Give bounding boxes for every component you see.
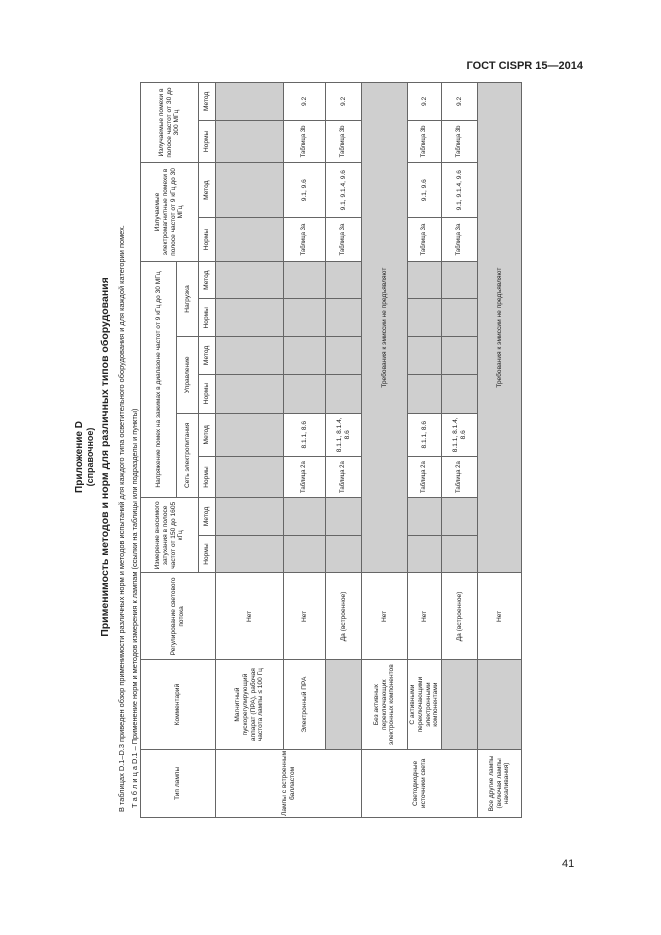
table-row xyxy=(478,83,522,818)
col-comment: Комментарий xyxy=(141,660,216,749)
cell-mains-method: 8.1.1, 8.6 xyxy=(408,413,442,457)
cell-rad2-method: 9.2 xyxy=(408,83,442,121)
cell-comment: Без активных переключающих электронных компонентов xyxy=(362,660,408,749)
col-load: Нагрузка xyxy=(177,261,199,336)
hdr-method: Метод xyxy=(199,498,216,536)
cell-comment: С активными переключающими электронными компонентами xyxy=(408,660,442,749)
cell-regulation: Да (встроенное) xyxy=(326,573,362,660)
col-rad1: Излучаемые электромагнитные помехи в полосе частот от 9 кГц до 30 МГц xyxy=(141,163,199,262)
col-insertion: Измерение вносимого затухания в полосе частот от 150 до 1605 кГц xyxy=(141,498,199,573)
cell-rad2-norm: Таблица 3b xyxy=(326,120,362,162)
col-regulation: Регулирование светового потока xyxy=(141,573,216,660)
cell-rad2-method: 9.2 xyxy=(442,83,478,121)
hdr-norms: Нормы xyxy=(199,374,216,413)
cell-mains-norm: Таблица 2а xyxy=(408,457,442,498)
document-header: ГОСТ CISPR 15—2014 xyxy=(466,60,583,72)
cell-rad2-method: 9.2 xyxy=(326,83,362,121)
cell-rad1-norm: Таблица 3а xyxy=(408,218,442,262)
intro-paragraph: В таблицах D.1–D.3 приведен обзор применимости различных норм и методов испытаний для каждого типа осветительного оборудования и для каждой категории помех. xyxy=(117,225,126,812)
applicability-table xyxy=(140,82,522,818)
cell-mains-method: 8.1.1, 8.6 xyxy=(284,413,326,457)
cell-rad1-norm: Таблица 3а xyxy=(326,218,362,262)
cell-rad1-norm: Таблица 3а xyxy=(442,218,478,262)
cell-regulation: Нет xyxy=(408,573,442,660)
cell-rad2-norm: Таблица 3b xyxy=(442,120,478,162)
cell-mains-method: 8.1.1, 8.1.4, 8.6 xyxy=(326,413,362,457)
cell-rad2-norm: Таблица 3b xyxy=(408,120,442,162)
appendix-ref: (справочное) xyxy=(85,427,95,487)
table-row xyxy=(216,83,284,818)
cell-rad2-norm: Таблица 3b xyxy=(284,120,326,162)
cell-lamp-type: Все другие лампы (включая лампы накаливания) xyxy=(478,749,522,817)
cell-rad1-method: 9.1, 9.6 xyxy=(408,163,442,218)
page-number: 41 xyxy=(562,858,575,870)
table-row xyxy=(408,83,442,818)
col-lamp-type: Тип лампы xyxy=(141,749,216,817)
cell-regulation: Нет xyxy=(284,573,326,660)
table-row xyxy=(362,83,408,818)
cell-rad2-method: 9.2 xyxy=(284,83,326,121)
cell-regulation: Да (встроенное) xyxy=(442,573,478,660)
cell-mains-norm: Таблица 2а xyxy=(284,457,326,498)
cell-comment: Электронный ПРА xyxy=(284,660,326,749)
cell-mains-norm: Таблица 2а xyxy=(326,457,362,498)
cell-mains-norm: Таблица 2а xyxy=(442,457,478,498)
cell-rad1-method: 9.1, 9.1.4, 9.6 xyxy=(442,163,478,218)
hdr-norms: Нормы xyxy=(199,457,216,498)
hdr-method: Метод xyxy=(199,163,216,218)
cell-comment: Магнитный пускорегулирующий аппарат (ПРА), рабочая частота лампы ≤ 100 Гц xyxy=(216,660,284,749)
group-led: Светодиодные источники света xyxy=(362,749,478,817)
group-ballast: Лампы с встроенным балластом xyxy=(216,749,362,817)
cell-no-requirements: Требования к эмиссии не предъявляют xyxy=(478,83,522,573)
cell-mains-method: 8.1.1, 8.1.4, 8.6 xyxy=(442,413,478,457)
col-rad2: Излучаемые помехи в полосе частот от 30 до 300 МГц xyxy=(141,83,199,163)
col-mains: Сеть электропитания xyxy=(177,413,199,498)
cell-regulation: Нет xyxy=(216,573,284,660)
col-control: Управление xyxy=(177,337,199,413)
cell-rad1-method: 9.1, 9.1.4, 9.6 xyxy=(326,163,362,218)
hdr-norms: Нормы xyxy=(199,120,216,162)
table-caption: Т а б л и ц а D.1 – Применение норм и методов измерения к лампам (ссылки на таблицы или подразделы и пункты) xyxy=(130,408,139,808)
cell-regulation: Нет xyxy=(478,573,522,660)
appendix-main-title: Применимость методов и норм для различных типов оборудования xyxy=(99,277,111,637)
col-terminal: Напряжение помех на зажимах в диапазоне частот от 9 кГц до 30 МГц xyxy=(141,261,177,497)
hdr-norms: Нормы xyxy=(199,218,216,262)
cell-rad1-norm: Таблица 3а xyxy=(284,218,326,262)
hdr-norms: Нормы xyxy=(199,299,216,337)
hdr-method: Метод xyxy=(199,413,216,457)
table-row xyxy=(326,83,362,818)
appendix-title: Приложение D xyxy=(74,421,85,493)
table-row xyxy=(284,83,326,818)
rotated-content xyxy=(54,82,584,832)
hdr-method: Метод xyxy=(199,337,216,375)
hdr-norms: Нормы xyxy=(199,535,216,573)
hdr-method: Метод xyxy=(199,83,216,121)
cell-regulation: Нет xyxy=(362,573,408,660)
hdr-method: Метод xyxy=(199,261,216,299)
table-row xyxy=(442,83,478,818)
cell-rad1-method: 9.1, 9.6 xyxy=(284,163,326,218)
cell-no-requirements: Требования к эмиссии не предъявляют xyxy=(362,83,408,573)
